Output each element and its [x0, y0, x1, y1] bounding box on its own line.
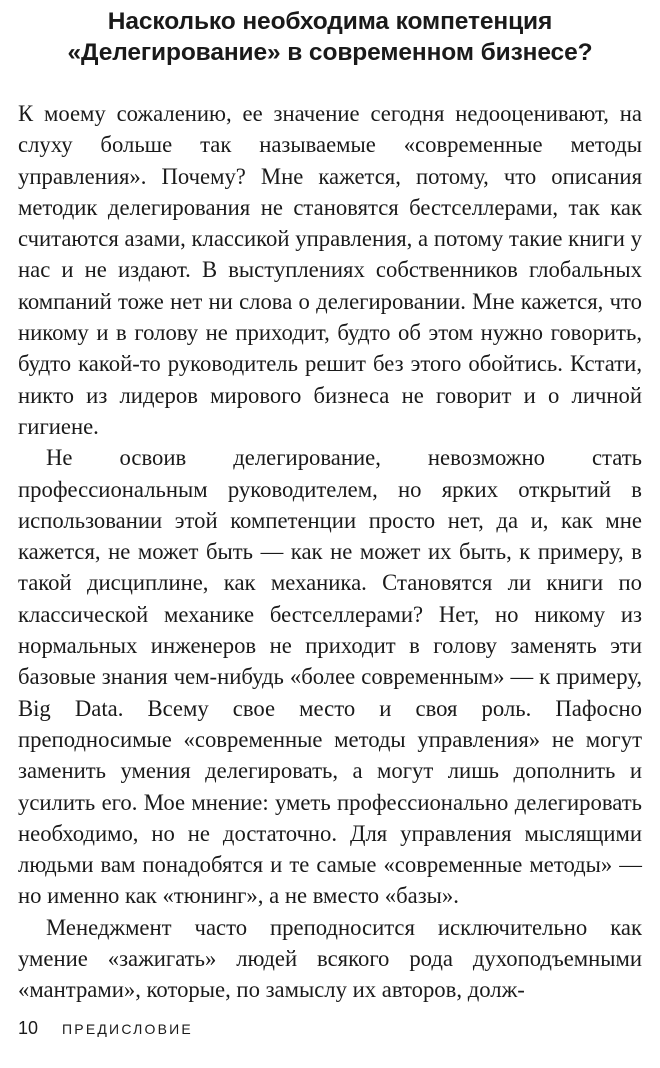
paragraph-3: Менеджмент часто преподносится исключительно как умение «зажигать» людей всякого рода духоподъемными «мантрами», которые, по замыслу их авторов, долж- [18, 914, 642, 1003]
section-heading [18, 0, 642, 68]
page-number: 10 [18, 1018, 39, 1038]
section-heading-line-2: «Делегирование» в современном бизнесе? [67, 39, 593, 66]
running-head: ПРЕДИСЛОВИЕ [62, 1021, 193, 1037]
book-page [18, 0, 642, 1068]
paragraph-2: Не освоив делегирование, невозможно стать профессиональным руководителем, но ярких открытий в использовании этой компетенции просто нет, да и, как мне кажется, не может быть — как не может их быть, к примеру, в такой дисциплине, как механика. Становятся ли книги по классической механике бестселлерами? Нет, но никому из нормальных инженеров не приходит в голову заменять эти базовые знания чем-нибудь «более современным» — к примеру, Big Data. Всему свое место и своя роль. Пафосно преподносимые «современные методы управления» не могут заменить умения делегировать, а могут лишь дополнить и усилить его. Мое мнение: уметь профессионально делегировать необходимо, но не достаточно. Для управления мыслящими людьми вам понадобятся и те самые «современные методы» — но именно как «тюнинг», а не вместо «базы». [18, 445, 642, 909]
page-footer [18, 1018, 193, 1039]
paragraph-1: К моему сожалению, ее значение сегодня недооценивают, на слуху больше так называемые «современные методы управления». Почему? Мне кажется, потому, что описания методик делегирования не становятся бестселлерами, так как считаются азами, классикой управления, а потому такие книги у нас и не издают. В выступлениях собственников глобальных компаний тоже нет ни слова о делегировании. Мне кажется, что никому и в голову не приходит, будто об этом нужно говорить, будто какой-то руководитель решит без этого обойтись. Кстати, никто из лидеров мирового бизнеса не говорит и о личной гигиене. [18, 101, 642, 439]
body-text [18, 98, 642, 1006]
section-heading-line-1: Насколько необходима компетенция [107, 8, 553, 35]
